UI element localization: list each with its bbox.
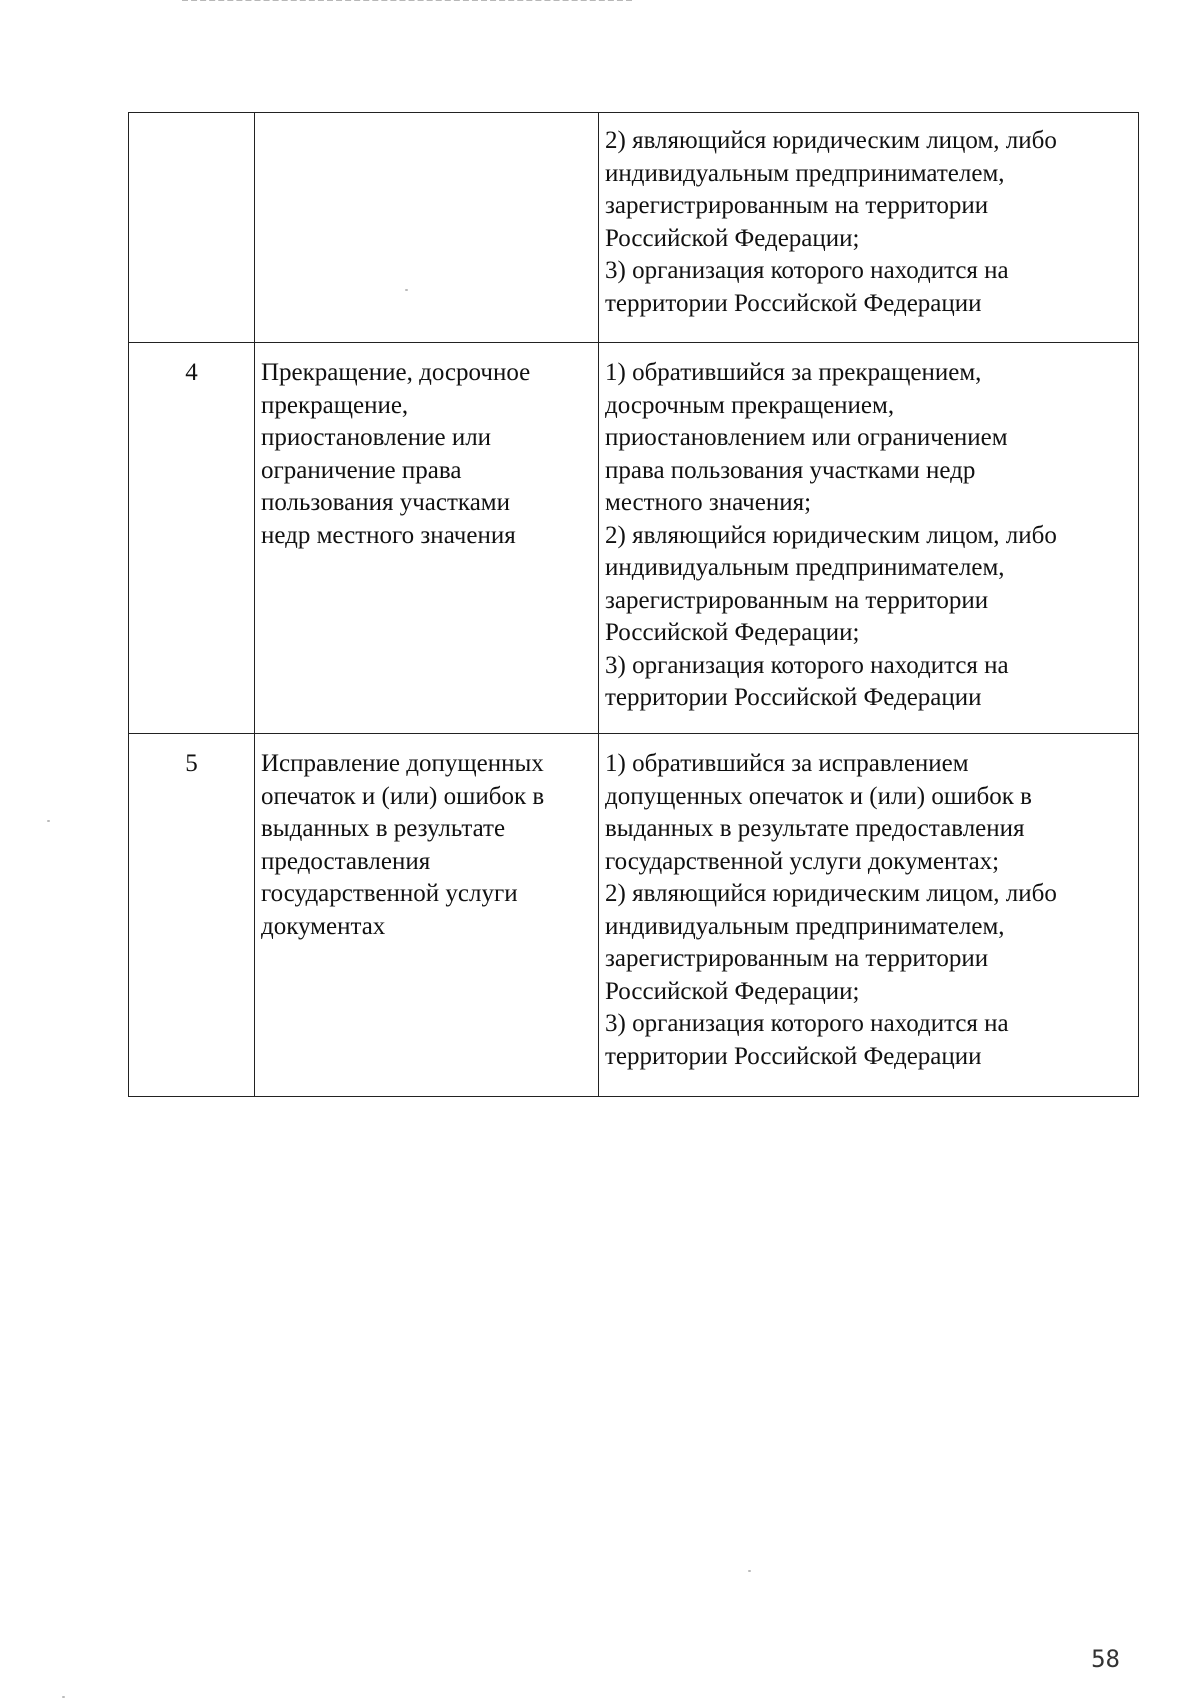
page-number: 58 <box>1091 1645 1120 1673</box>
service-name-cell <box>255 343 599 734</box>
row-number-cell <box>129 734 255 1097</box>
row-number-cell <box>129 113 255 343</box>
applicant-criteria-cell <box>599 734 1139 1097</box>
scan-speck <box>47 820 50 822</box>
service-name: Исправление допущенных опечаток и (или) ошибок в выданных в результате предоставления государственной услуги документах <box>261 750 545 940</box>
service-name <box>255 113 598 141</box>
applicant-criteria: 1) обратившийся за исправлением допущенных опечаток и (или) ошибок в выданных в результате предоставления государственной услуги документах; 2) являющийся юридическим лицом, либо индивидуальным предпринимателем, зарегистрированным на территории Российской Федерации; 3) организация которого находится на территории Российской Федерации <box>605 750 1057 1070</box>
scan-speck <box>748 1570 751 1572</box>
applicant-criteria-cell <box>599 113 1139 343</box>
applicant-criteria-cell <box>599 343 1139 734</box>
table-row <box>129 113 1139 343</box>
row-number: 4 <box>185 359 198 386</box>
scan-speck <box>405 289 408 291</box>
applicant-criteria-table <box>128 112 1139 1097</box>
service-name: Прекращение, досрочное прекращение, приостановление или ограничение права пользования участками недр местного значения <box>261 359 531 549</box>
applicant-criteria: 1) обратившийся за прекращением, досрочным прекращением, приостановлением или ограничением права пользования участками недр местного значения; 2) являющийся юридическим лицом, либо индивидуальным предпринимателем, зарегистрированным на территории Российской Федерации; 3) организация которого находится на территории Российской Федерации <box>605 359 1057 711</box>
row-number: 5 <box>185 750 198 777</box>
applicant-criteria: 2) являющийся юридическим лицом, либо индивидуальным предпринимателем, зарегистрированным на территории Российской Федерации; 3) организация которого находится на территории Российской Федерации <box>605 127 1057 317</box>
scan-artifact-dashes <box>182 0 632 9</box>
service-name-cell <box>255 113 599 343</box>
row-number-cell <box>129 343 255 734</box>
service-name-cell <box>255 734 599 1097</box>
scan-speck <box>62 1696 65 1698</box>
table-row <box>129 734 1139 1097</box>
table-row <box>129 343 1139 734</box>
